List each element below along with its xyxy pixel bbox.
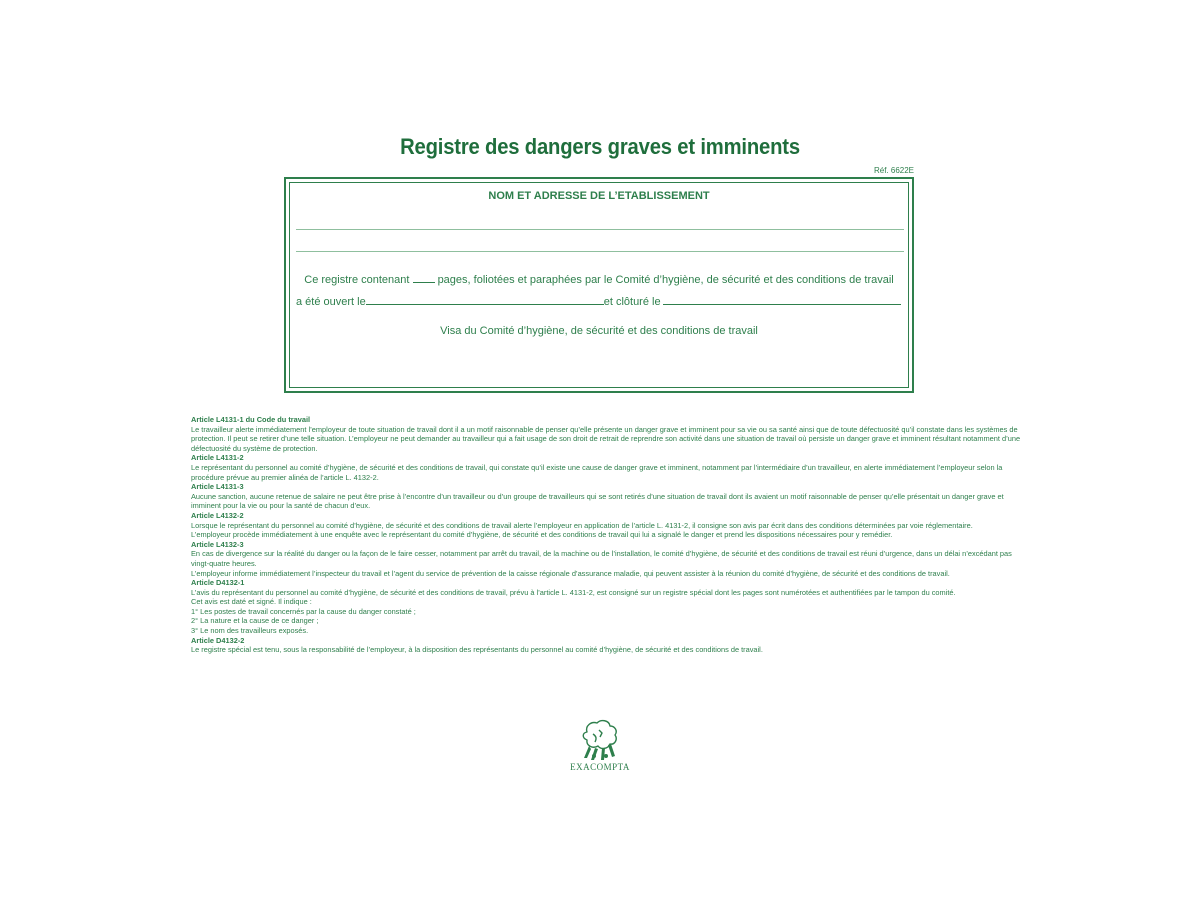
dates-statement: [296, 294, 906, 308]
exacompta-logo-icon: [560, 718, 640, 767]
article-paragraph: Cet avis est daté et signé. Il indique :: [191, 597, 312, 607]
reference-number: Réf. 6622E: [873, 166, 914, 175]
article-paragraph: L’employeur procède immédiatement à une enquête avec le représentant du comité d’hygiène, de sécurité et des conditions de travail qui lui a signalé le danger et prend les dispositions nécessaires pour y remédier.: [191, 530, 893, 540]
article-title: Article D4132-2: [191, 635, 245, 645]
pages-prefix: Ce registre contenant: [304, 274, 410, 286]
pages-count-blank: [413, 272, 435, 283]
article-title: Article L4132-3: [191, 539, 244, 549]
pages-statement: [284, 272, 914, 286]
article-paragraph: Lorsque le représentant du personnel au comité d’hygiène, de sécurité et des conditions de travail alerte l’employeur en application de l’article L. 4131-2, il consigne son avis par écrit dans des conditions déterminées par voie réglementaire.: [191, 520, 973, 530]
article-title: Article L4131-2: [191, 453, 244, 463]
article-title: Article L4131-3: [191, 482, 244, 492]
article-paragraph: 1° Les postes de travail concernés par la cause du danger constaté ;: [191, 606, 416, 616]
article-paragraph: Le registre spécial est tenu, sous la responsabilité de l’employeur, à la disposition des représentants du personnel au comité d’hygiène, de sécurité et des conditions de travail.: [191, 645, 763, 655]
address-line-1: [296, 229, 904, 230]
address-line-2: [296, 251, 904, 252]
closed-label: et clôturé le: [603, 296, 661, 308]
brand-name: EXACOMPTA: [570, 762, 630, 772]
opened-date-blank: [366, 294, 604, 305]
article-paragraph: En cas de divergence sur la réalité du danger ou la façon de le faire cesser, notamment par arrêt du travail, de la machine ou de l’installation, le comité d’hygiène, de sécurité et des conditions de travail est réuni d’urgence, dans un délai n’excédant pas vingt-quatre heures.: [191, 549, 1012, 568]
opened-label: a été ouvert le: [296, 296, 366, 308]
article-paragraph: Le représentant du personnel au comité d’hygiène, de sécurité et des conditions de travail, qui constate qu’il existe une cause de danger grave et imminent, notamment par l’intermédiaire d’un travailleur, en alerte immédiatement l’employeur selon la procédure prévue au premier alinéa de l’article L. 4132-2.: [191, 462, 1003, 482]
article-paragraph: Le travailleur alerte immédiatement l’employeur de toute situation de travail dont il a un motif raisonnable de penser qu’elle présente un danger grave et imminent pour sa vie ou sa santé ainsi que de toute défectuosité qu’il constate dans les systèmes de protection. Il peut se retirer d’une telle situation. L’employeur ne peut demander au travailleur qui a fait usage de son droit de retrait de reprendre son activité dans une situation de travail où persiste un danger grave et imminent résultant notamment d’une défectuosité du système de protection.: [191, 424, 1021, 453]
article-paragraph: 3° Le nom des travailleurs exposés.: [191, 626, 309, 636]
establishment-heading: NOM ET ADRESSE DE L’ETABLISSEMENT: [488, 190, 710, 202]
article-paragraph: Aucune sanction, aucune retenue de salaire ne peut être prise à l’encontre d’un travailleur ou d’un groupe de travailleurs qui se sont retirés d’une situation de travail dont ils avaient un motif raisonnable de penser qu’elle présentait un danger grave et imminent pour la vie ou pour la santé de chacun d’eux.: [191, 491, 1004, 511]
document-title: Registre des dangers graves et imminents: [400, 134, 800, 159]
committee-visa: Visa du Comité d’hygiène, de sécurité et des conditions de travail: [440, 325, 758, 337]
closed-date-blank: [663, 294, 901, 305]
article-title: Article D4132-1: [191, 578, 245, 588]
article-paragraph: L’avis du représentant du personnel au comité d’hygiène, de sécurité et des conditions de travail, prévu à l’article L. 4131-2, est consigné sur un registre spécial dont les pages sont numérotées et authentifiées par le tampon du comité.: [191, 587, 956, 597]
article-title: Article L4131-1 du Code du travail: [191, 415, 311, 424]
pages-suffix: pages, foliotées et paraphées par le Comité d’hygiène, de sécurité et des conditions de travail: [437, 274, 894, 286]
legal-articles: [191, 415, 1021, 655]
article-paragraph: L’employeur informe immédiatement l’inspecteur du travail et l’agent du service de prévention de la caisse régionale d’assurance maladie, qui peuvent assister à la réunion du comité d’hygiène, de sécurité et des conditions de travail.: [191, 568, 950, 578]
article-paragraph: 2° La nature et la cause de ce danger ;: [191, 616, 319, 626]
article-title: Article L4132-2: [191, 510, 244, 520]
